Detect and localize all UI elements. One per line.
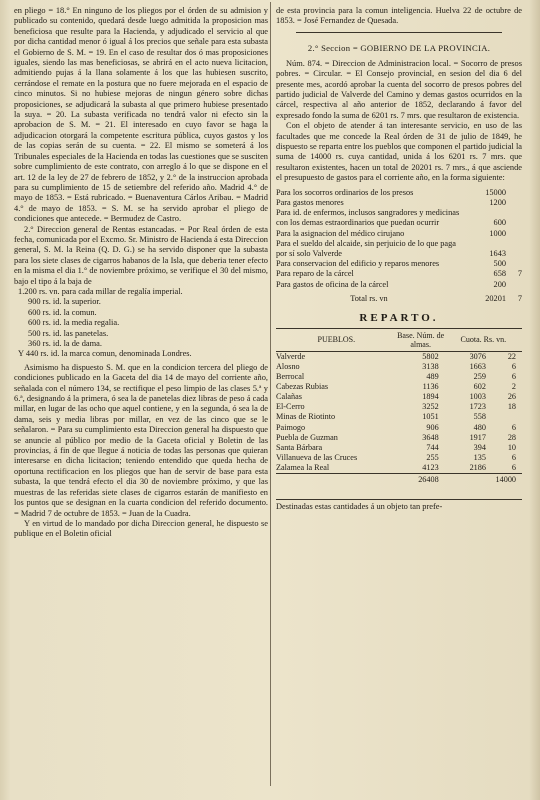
budget-row [276,198,522,208]
budget-total-row [276,290,522,304]
budget-amount: 1643 [489,248,506,258]
price-item: 600 rs. id. la media regalia. [28,318,120,328]
reparto-row [276,392,522,402]
reparto-sum-row [276,474,522,486]
reparto-row [276,412,522,422]
budget-label: Para el sueldo del alcaide, sin perjuicio de lo que paga por sí solo Valverde [276,238,456,258]
budget-row [276,229,522,239]
reparto-row [276,463,522,474]
reparto-sum-cuota: 14000 [445,474,522,486]
reparto-cents: 6 [511,372,516,382]
section-title: 2.° Seccion = GOBIERNO DE LA PROVINCIA. [307,42,491,53]
budget-label: Para id. de enfermos, inclusos sangradores y medicinas con los demas estraordinarios que puedan ocurrir [276,208,460,228]
budget-amount: 658 [493,269,506,279]
left-paragraph-3: Asimismo ha dispuesto S. M. que en la condicion tercera del pliego de condiciones publicado en la Gaceta del dia 14 de mayo del corriente año, señalada con el número 134, se rectifique el peso limpio de las clases 5.ª y 6.ª, designando á la primera, ó sea la de panetelas diez libras de peso á cada millar, en lugar de las ocho que aquel contiene, y en la segunda, ó sea la de dama, seis y media libras por millar, en vez de las cinco que se le señalaron. = Para su cumplimiento esta Direccion general ha dispuesto que se anuncie al público por medio de la Gaceta oficial y Boletin de las provincias, á fin de que llegue á noticia de todas las personas que quieran interesarse en dicha licitacion; teniendo entendido que queda hecha de oportuna rectificacion en los pliegos que han de servir de base para esta subasta, la que tendrá efecto el dia 30 de noviembre próximo, y que las muestras de las referidas siete clases de cigarros estarán de manifiesto en los puntos que se designan en la cuarta condicion del referido documento. = Madrid 7 de octubre de 1853. = Juan de la Cuadra. [14,362,268,518]
reparto-cuota: 1663 [469,362,486,372]
right-column [276,6,522,784]
budget-row [276,259,522,269]
reparto-title: REPARTO. [359,311,439,324]
budget-total-amount: 20201 [485,293,506,303]
reparto-row [276,443,522,453]
reparto-pueblo: Minas de Riotinto [276,412,336,422]
reparto-almas: 3138 [422,362,439,372]
reparto-cents: 18 [507,402,516,412]
budget-mrs [510,280,522,290]
reparto-cents [492,412,522,422]
reparto-almas: 744 [426,442,439,452]
footer-line: Destinadas estas cantidades á un objeto tan prefe- [276,499,522,511]
budget-mrs [510,198,522,208]
reparto-cents: 28 [507,432,516,442]
header-pueblos: PUEBLOS. [276,328,397,351]
reparto-row [276,402,522,412]
budget-amount: 500 [493,259,506,269]
reparto-cuota: 2186 [469,462,486,472]
reparto-pueblo: Calañas [276,392,302,402]
budget-row [276,239,522,259]
reparto-almas: 906 [426,422,439,432]
reparto-cuota: 394 [473,442,486,452]
reparto-row [276,433,522,443]
header-cuota: Cuota. Rs. vn. [445,328,522,351]
reparto-sum-almas: 26408 [397,474,445,486]
left-paragraph-1: en pliego = 18.° En ninguno de los pliegos por el órden de su admision y publicado su contenido, quedará desde luego admitida la proposicion mas beneficiosa que resulte para la Hacienda, y adjudicado el servicio al que por dicha cantidad menor ó igual á los precios que señale para esta subasta el Gobierno de S. M. = 19. En el caso de resultar dos ó mas proposiciones iguales, siendo las mas beneficiosas, se abrirá en el acto nueva licitacion, admitiendo pujas á la llana solamente á los que las hubiesen suscrito, cerrándose el remate en la postura que no fuere mejorada en el espacio de cinco minutos. Si no hubiese mejoras de ningun género sobre dichas proposiciones, se adjudicará la subasta al que primero hubiese presentado la suya. = 20. La subasta verificada no tendrá valor ni efecto sin la aprobacion de S. M. = 21. El interesado en cuyo favor se haga la adjudicacion otorgará la competente escritura pública, cuyos gastos y los de las copias serán de su cuenta. = 22. El mismo se someterá á los Tribunales especiales de la Hacienda en todas las cuestiones que se susciten sobre cumplimiento de este contrato, con arreglo á lo que se dispone en el art. 12 de la ley de 27 de febrero de 1852, y 2.° de la instruccion aprobada para su cumplimiento de 15 de setiembre del referido año. Madrid 4.° de mayo de 1853. = Está rubricado. = Buenaventura Cárlos Aribau. = Madrid 4.° de mayo de 1853. = S. M. se ha servido aprobar el pliego de condiciones que antecede. = Bermudez de Castro. [14,6,268,224]
circular-paragraph-1: Núm. 874. = Direccion de Administracion local. = Socorro de presos pobres. = Circular. = El Consejo provincial, en sesion del dia 6 del presente mes, acordó aprobar la cuenta del socorro de presos pobres del partido judicial de Valverde del Camino y demas gastos ocurridos en la cárcel, respectiva al año anterior de 1852, declarando á favor del expresado fondo la suma de 6201 rs. 7 mrs. que resultaron de existencia. [276,58,522,120]
budget-total-mrs: 7 [517,293,522,303]
reparto-cuota: 602 [473,382,486,392]
reparto-cuota: 259 [473,372,486,382]
reparto-cents: 10 [507,442,516,452]
budget-row [276,208,522,228]
left-paragraph-4: Y en virtud de lo mandado por dicha Direccion general, he dispuesto se publique en el Boletin oficial [14,518,268,539]
budget-amount: 1000 [489,228,506,238]
reparto-pueblo: Cabezas Rubias [276,382,329,392]
reparto-row [276,362,522,372]
budget-mrs [510,208,522,228]
reparto-row [276,382,522,392]
reparto-cents: 6 [511,422,516,432]
budget-mrs [510,188,522,198]
budget-table [276,188,522,304]
right-top-paragraph: de esta provincia para la comun inteligencia. Huelva 22 de octubre de 1853. = José Fernandez de Quesada. [276,6,522,26]
budget-label: Para gastos de oficina de la cárcel [276,279,389,289]
reparto-pueblo: Berrocal [276,372,305,382]
reparto-pueblo: Alosno [276,362,300,372]
reparto-almas: 3252 [422,402,439,412]
reparto-cents: 6 [511,452,516,462]
budget-mrs: 7 [517,269,522,279]
left-column [14,6,268,784]
column-divider [270,2,271,786]
budget-row [276,188,522,198]
header-base: Base. Núm. de almas. [397,328,445,351]
budget-amount: 200 [493,279,506,289]
reparto-almas: 5802 [422,351,439,361]
reparto-cents: 6 [511,362,516,372]
budget-label: Para conservacion del edificio y reparos menores [276,259,440,269]
reparto-almas: 489 [426,372,439,382]
budget-amount: 15000 [485,187,506,197]
reparto-table [276,328,522,485]
circular-paragraph-2: Con el objeto de atender á tan interesante servicio, en uso de las facultades que me concede la Real órden de 31 de julio de 1849, he dispuesto se reparta entre los pueblos que componen el partido judicial la suma de 14000 rs. cuya cantidad, unida á los 6201 rs. 7 mrs. que resultaron existentes, hacen un total de 20201 rs. 7 mrs., á que asciende el presupuesto de gastos para el corriente año, en la forma siguiente: [276,121,522,183]
reparto-cents: 26 [507,392,516,402]
reparto-cuota: 1917 [469,432,486,442]
reparto-pueblo: Puebla de Guzman [276,432,338,442]
budget-amount: 600 [493,218,506,228]
reparto-row [276,453,522,463]
reparto-pueblo: Zalamea la Real [276,462,330,472]
reparto-pueblo: Paimogo [276,422,306,432]
budget-row [276,269,522,279]
budget-mrs [510,259,522,269]
reparto-cuota: 480 [473,422,486,432]
budget-label: Para los socorros ordinarios de los presos [276,187,414,197]
budget-row [276,280,522,290]
reparto-row [276,372,522,382]
reparto-pueblo: Valverde [276,351,306,361]
budget-mrs [510,239,522,259]
budget-total-label: Total rs. vn [350,293,388,303]
reparto-almas: 4123 [422,462,439,472]
reparto-almas: 1136 [422,382,439,392]
reparto-cuota: 1003 [469,392,486,402]
left-paragraph-2: 2.° Direccion general de Rentas estancadas. = Por Real órden de esta fecha, comunicada por el Excmo. Sr. Ministro de Hacienda á esta Direccion general, S. M. la Reina (Q. D. G.) se ha servido disponer que la subasta para los siete clases de cigarros habanos de la Isla, que deberia tener efecto en la misma el dia 1.° de noviembre próximo, se verifique el 30 del mismo, bajo el tipo á la baja de [14,224,268,286]
reparto-almas: 3648 [422,432,439,442]
reparto-almas: 1051 [422,412,439,422]
section-rule [296,32,502,33]
price-item: Y 440 rs. id. la marca comun, denominada Londres. [18,349,192,359]
reparto-row [276,351,522,362]
reparto-pueblo: El-Cerro [276,402,305,412]
price-item: 600 rs. id. la comun. [28,307,97,317]
budget-mrs [510,229,522,239]
reparto-pueblo: Villanueva de las Cruces [276,452,358,462]
budget-label: Para la asignacion del médico cirujano [276,228,405,238]
price-item: 360 rs. id. la de dama. [28,339,102,348]
budget-label: Para gastos menores [276,197,344,207]
reparto-cuota: 1723 [469,402,486,412]
price-item: 500 rs. id. las panetelas. [28,328,109,338]
price-item: 1.200 rs. vn. para cada millar de regalía imperial. [18,286,183,296]
budget-label: Para reparo de la cárcel [276,269,354,279]
price-list [14,287,268,360]
price-item: 900 rs. id. la superior. [28,297,101,307]
reparto-cuota: 558 [473,412,486,422]
reparto-cents: 22 [507,351,516,361]
budget-amount: 1200 [489,197,506,207]
reparto-cuota: 3076 [469,351,486,361]
reparto-almas: 255 [426,452,439,462]
reparto-pueblo: Santa Bárbara [276,442,323,452]
reparto-row [276,423,522,433]
reparto-cuota: 135 [473,452,486,462]
reparto-cents: 6 [511,462,516,472]
reparto-almas: 1894 [422,392,439,402]
reparto-cents: 2 [511,382,516,392]
